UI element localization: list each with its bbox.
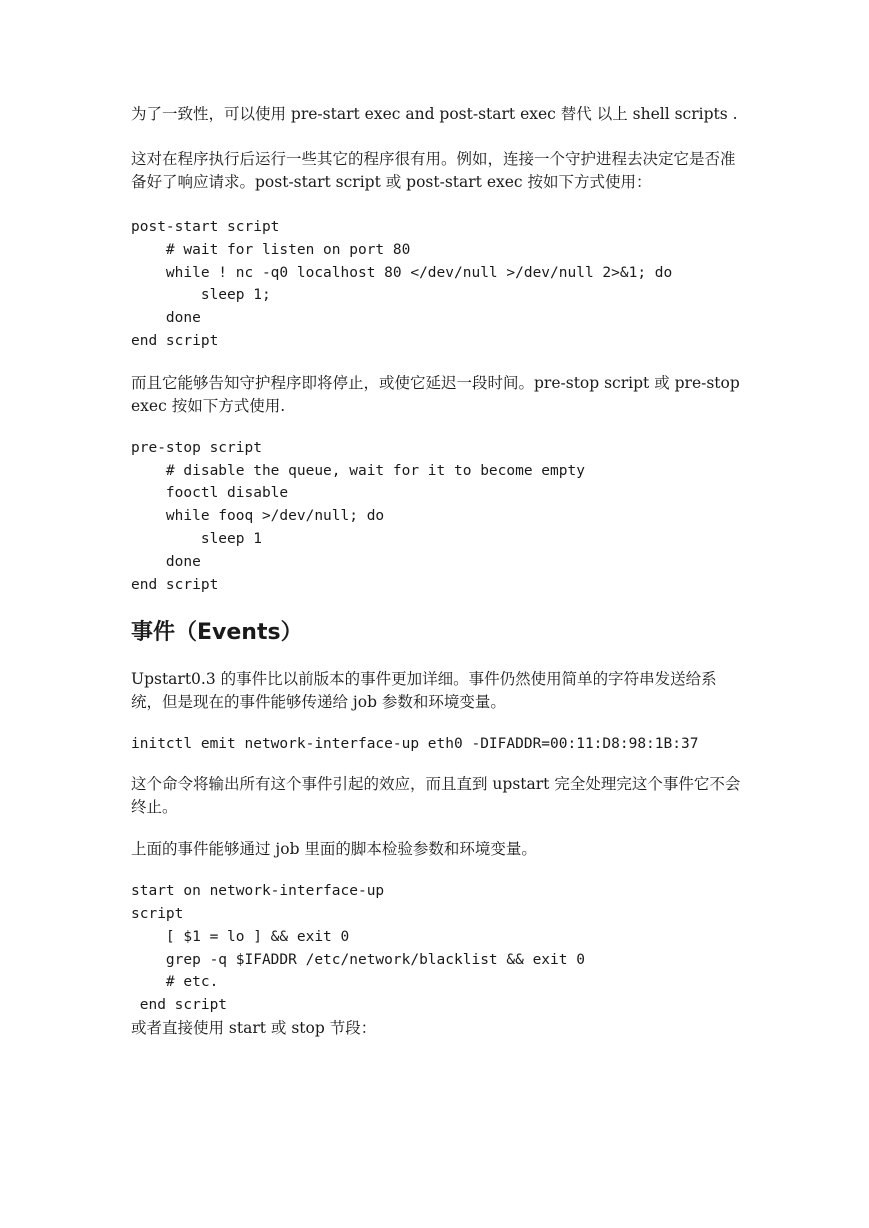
code-start-on: start on network-interface-up script [ $1 = lo ] && exit 0 grep -q $IFADDR /etc/network/blacklist && exit 0 # etc. end script	[131, 883, 585, 1014]
code-post-start: post-start script # wait for listen on port 80 while ! nc -q0 localhost 80 </dev/null >/dev/null 2>&1; do sleep 1; done end script	[131, 219, 673, 349]
document-page	[131, 103, 745, 1040]
paragraph-job-check: 上面的事件能够通过 job 里面的脚本检验参数和环境变量。	[131, 840, 537, 859]
paragraph-command-output: 这个命令将输出所有这个事件引起的效应，而且直到 upstart 完全处理完这个事件它不会终止。	[131, 775, 741, 817]
paragraph-consistency: 为了一致性，可以使用 pre-start exec and post-start exec 替代 以上 shell scripts .	[131, 105, 738, 123]
section-heading-events: 事件（Events）	[131, 620, 303, 646]
code-pre-stop: pre-stop script # disable the queue, wait for it to become empty fooctl disable while fooq >/dev/null; do sleep 1 done end script	[131, 439, 585, 593]
paragraph-pre-stop: 而且它能够告知守护程序即将停止，或使它延迟一段时间。pre-stop script 或 pre-stop exec 按如下方式使用.	[131, 373, 745, 415]
paragraph-start-stop: 或者直接使用 start 或 stop 节段：	[131, 1018, 377, 1037]
paragraph-post-start: 这对在程序执行后运行一些其它的程序很有用。例如，连接一个守护进程去决定它是否准备好了响应请求。post-start script 或 post-start exec 按如下方式使用：	[131, 150, 736, 191]
code-initctl-emit: initctl emit network-interface-up eth0 -DIFADDR=00:11:D8:98:1B:37	[131, 736, 699, 753]
paragraph-upstart-events: Upstart0.3 的事件比以前版本的事件更加详细。事件仍然使用简单的字符串发送给系统，但是现在的事件能够传递给 job 参数和环境变量。	[131, 670, 717, 712]
